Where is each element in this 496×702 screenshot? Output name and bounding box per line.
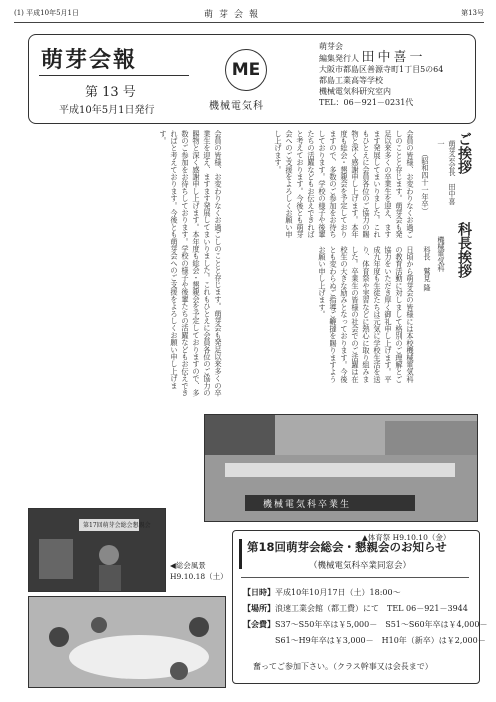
notice-place-value: 浪速工業会館（都工費）にて [275,604,379,613]
chief-role: 科長 [423,246,432,261]
publisher-tel: TEL：06－921－0231代 [319,98,414,107]
sports-caption-label: ▲体育祭 [362,533,391,542]
chief-name: 鷲見 隆 [423,267,432,292]
masthead [28,34,476,124]
sports-banner: 機械電気科卒業生 [263,500,352,510]
notice-fee-2a: S61～H9年卒は￥3,000－ [275,636,374,645]
publisher-line [319,52,443,64]
notice-accent-bar [239,539,242,569]
notice-subtitle: （機械電気科卒業同窓会） [309,561,412,571]
address-line3: 機械電気科研究室内 [319,87,391,96]
notice-footer: 奮ってご参加下さい。（クラス幹事又は会長まで） [253,662,433,671]
notice-fee-2b: H10年（新卒）は￥2,000－ [381,636,486,645]
meeting-photo-bottom [28,596,226,688]
notice-place-tel: TEL 06－921－3944 [387,604,468,613]
greetings-name-note: （昭和四十一年卒） [421,150,430,215]
publisher-block [319,41,443,108]
greetings-heading: ご挨拶 [456,132,472,174]
meeting-caption-date: H9.10.18（土） [170,572,228,581]
header-date: 平成10年5月1日 [26,9,79,17]
notice-date-value: 平成10年10月17日（土）18:00～ [275,588,401,597]
meeting-caption [170,560,230,582]
notice-rule [241,577,469,578]
notice-fee-label: 【会費】 [243,619,275,629]
greetings-org-label: 萌芽会会長 [448,140,457,176]
page-header [14,8,484,20]
masthead-title: 萌芽会報 [41,48,138,73]
address-line1: 大阪市都島区善源寺町1丁目5の64 [319,65,444,74]
greetings-org [436,140,458,210]
sports-caption-date: H9.10.10（金） [392,533,451,542]
meeting-banner: 第17回萌芽会総会懇親会 [83,522,151,529]
meeting-notice [232,530,488,684]
meeting-photo-top [28,508,166,592]
greetings-name: 田中喜一 [437,140,457,205]
me-logo-icon: ME [225,49,267,91]
address-line2: 都島工業高等学校 [319,76,383,85]
publisher-org: 萌芽会 [319,42,343,51]
chief-body: 日頃から萌芽会の皆様には本校機械電気科の教育活動に対しまして格別のご理解とご協力をいただき厚く御礼申し上げます。平成九年度も生徒たちは元気に学校生活を送り、体育祭や実習などに熱心に取り組みました。卒業生の皆様の社会でのご活躍は在校生の大きな励みとなっております。今後とも変わらぬご指導ご鞭撻を賜りますようお願い申し上げます。 [318,246,415,383]
greetings-body: 会員の皆様、お変わりなくお過ごしのことと存じます。萌芽会も発足以来多くの卒業生を迎え、ますます発展してまいりました。これもひとえに会員各位のご協力の賜物と深く感謝申し上げます。本年度も総会・懇親会を予定しておりますので、多数のご参加をお待ちしております。学校の様子や後輩たちの活躍などもお伝えできればと考えております。今後とも萌芽会へのご支援をよろしくお願い申し上げます。 [274,130,415,238]
sports-day-photo [204,414,478,522]
notice-place-row [243,603,468,614]
chief-heading: 科長挨拶 [456,222,472,278]
publisher-role: 編集発行人 [319,54,359,63]
masthead-divider [39,75,189,76]
header-left [14,8,79,18]
meeting-caption-label: ◀総会風景 [170,561,206,570]
notice-fee-1b: S51～S60年卒は￥4,000－ [385,620,488,629]
page-number: (1) [14,9,24,17]
header-paper-name: 萌芽会報 [204,10,265,20]
notice-fee-1a: S37～S50年卒は￥5,000－ [275,620,378,629]
notice-place-label: 【場所】 [243,603,275,613]
header-issue: 第13号 [461,9,484,17]
masthead-department: 機械電気科 [209,101,264,112]
masthead-date: 平成10年5月1日発行 [59,105,155,116]
left-column-text: 会員の皆様、お変わりなくお過ごしのことと存じます。萌芽会も発足以来多くの卒業生を迎え、ますます発展してまいりました。これもひとえに会員各位のご協力の賜物と深く感謝申し上げます。本年度も総会・懇親会を予定しておりますので、多数のご参加をお待ちしております。学校の様子や後輩たちの活躍などもお伝えできればと考えております。今後とも萌芽会へのご支援をよろしくお願い申し上げます。 [159,130,223,397]
header-rule [14,22,484,23]
notice-date-label: 【日時】 [243,587,275,597]
notice-date-row [243,587,401,598]
party-scene [29,597,225,687]
publisher-name: 田中喜一 [361,50,426,65]
chief-dept: 機械電気科 [437,236,446,272]
notice-fee-row2 [275,635,486,646]
chief-name-line [422,246,433,316]
masthead-issue: 第 13 号 [85,85,136,100]
notice-title: 第18回萌芽会総会・懇親会のお知らせ [247,540,447,554]
notice-fee-row1 [243,619,487,630]
